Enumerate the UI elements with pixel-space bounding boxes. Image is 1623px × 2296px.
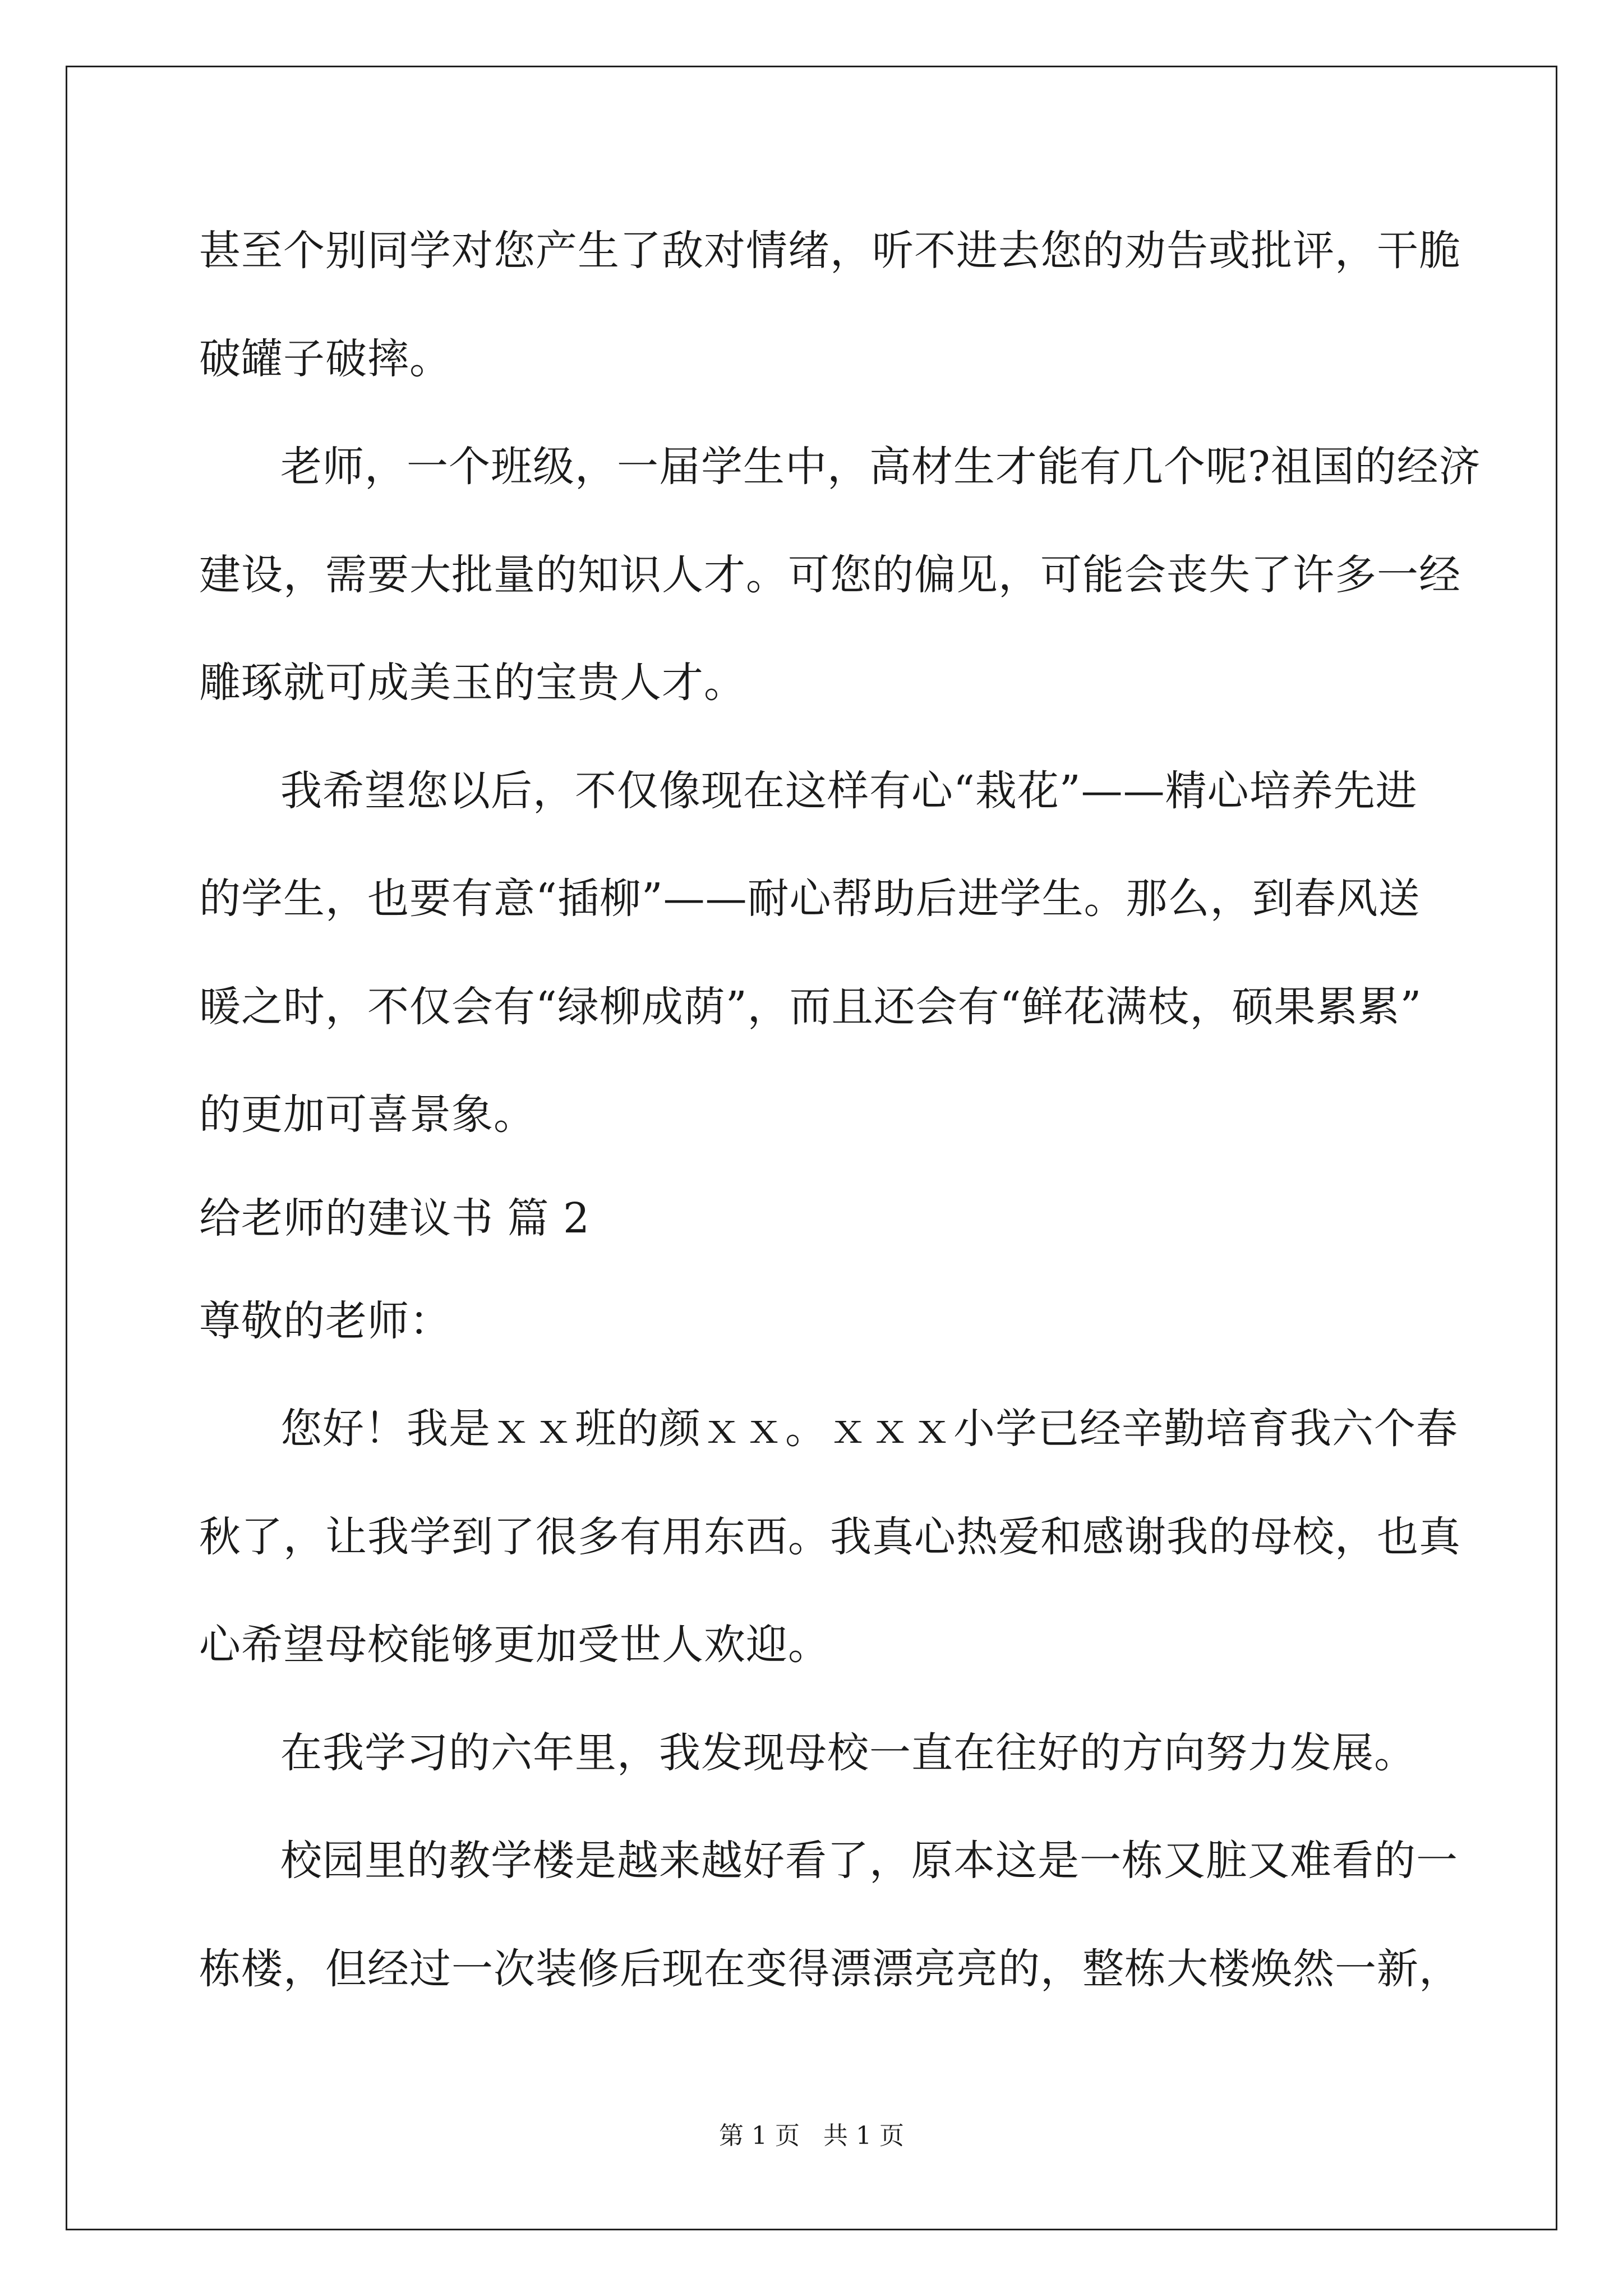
paragraph-start-line: 在我学习的六年里，我发现母校一直在往好的方向努力发展。 [280,1729,1416,1777]
body-text-line: 栋楼，但经过一次装修后现在变得漂漂亮亮的，整栋大楼焕然一新， [199,1945,1461,1993]
salutation: 尊敬的老师： [199,1297,451,1345]
paragraph-start-line: 您好！我是ｘｘ班的颜ｘｘ。ｘｘｘ小学已经辛勤培育我六个春 [280,1405,1458,1453]
body-text-line: 雕琢就可成美玉的宝贵人才。 [199,659,746,707]
body-text-line: 的更加可喜景象。 [199,1091,536,1139]
page-number-footer: 第 1 页 共 1 页 [719,2122,904,2150]
page-border [66,66,1557,2230]
body-text-line: 秋了，让我学到了很多有用东西。我真心热爱和感谢我的母校，也真 [199,1513,1461,1561]
body-text-line: 暖之时，不仅会有“绿柳成荫”，而且还会有“鲜花满枝，硕果累累” [199,983,1422,1031]
paragraph-start-line: 我希望您以后，不仅像现在这样有心“栽花”——精心培养先进 [280,767,1418,815]
body-text-line: 心希望母校能够更加受世人欢迎。 [199,1621,830,1669]
body-text-line: 破罐子破摔。 [199,335,451,383]
body-text-line: 甚至个别同学对您产生了敌对情绪，听不进去您的劝告或批评，干脆 [199,227,1461,275]
section-heading: 给老师的建议书 篇 2 [199,1194,591,1243]
paragraph-start-line: 校园里的教学楼是越来越好看了，原本这是一栋又脏又难看的一 [280,1837,1458,1885]
body-text-line: 的学生，也要有意“插柳”——耐心帮助后进学生。那么，到春风送 [199,875,1421,923]
body-text-line: 建设，需要大批量的知识人才。可您的偏见，可能会丧失了许多一经 [199,551,1461,599]
paragraph-start-line: 老师，一个班级，一届学生中，高材生才能有几个呢?祖国的经济 [280,443,1481,491]
